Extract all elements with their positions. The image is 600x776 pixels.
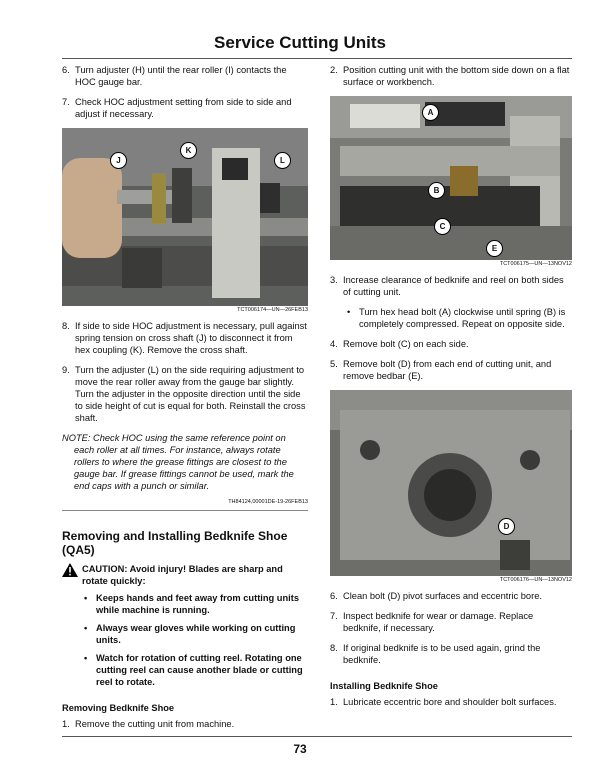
step-item — [330, 590, 572, 602]
caution-bullet-list — [62, 592, 308, 688]
step-number: 1. — [62, 719, 70, 729]
step-number: 8. — [62, 321, 70, 331]
step-number: 1. — [330, 697, 338, 707]
step-number: 5. — [330, 359, 338, 369]
header-rule — [62, 58, 572, 59]
step-text: Inspect bedknife for wear or damage. Replace bedknife, if necessary. — [343, 611, 534, 633]
step-text: Remove the cutting unit from machine. — [75, 719, 235, 729]
photo-caption: TCT006176—UN—13NOV12 — [499, 577, 572, 583]
footer-rule — [62, 736, 572, 737]
right-column — [330, 64, 572, 716]
left-column — [62, 64, 308, 738]
step-number: 9. — [62, 365, 70, 375]
page-title: Service Cutting Units — [214, 33, 386, 52]
cutting-unit-photo-drawing — [330, 96, 572, 260]
callout-j: J — [110, 152, 127, 169]
bullet-item — [347, 306, 572, 330]
step-item — [62, 96, 308, 120]
step-text: Turn adjuster (H) until the rear roller (I) contacts the HOC gauge bar. — [75, 65, 287, 87]
bedbar-photo-drawing — [330, 390, 572, 576]
step-item — [330, 642, 572, 666]
bullet-icon: • — [347, 307, 351, 317]
step-number: 2. — [330, 65, 338, 75]
caution-bullet — [84, 622, 308, 646]
bedbar-photo — [330, 390, 572, 576]
step-text: Check HOC adjustment setting from side to side and adjust if necessary. — [75, 97, 292, 119]
caution-block — [62, 563, 308, 587]
step-number: 3. — [330, 275, 338, 285]
step-list — [330, 590, 572, 666]
step-text: If side to side HOC adjustment is necessary, pull against spring tension on cross shaft (J) to disconnect it from hex coupling (K). Remove the cross shaft. — [75, 321, 307, 355]
subheading: Removing Bedknife Shoe — [62, 703, 175, 713]
caution-bullet — [84, 592, 308, 616]
reference-code: TH84124,00001DE-19-26FEB13 — [62, 496, 308, 511]
step-text: Turn the adjuster (L) on the side requiring adjustment to move the rear roller away from the gauge bar slightly. Turn the adjuster in the opposite direction until the side to side height of cut is equal for both. Reinstall the cross shaft. — [75, 365, 306, 423]
step-item — [330, 610, 572, 634]
step-number: 7. — [62, 97, 70, 107]
page-number: 73 — [293, 742, 307, 756]
step-text: Remove bolt (D) from each end of cutting unit, and remove bedbar (E). — [343, 359, 552, 381]
step-text: If original bedknife is to be used again, grind the bedknife. — [343, 643, 541, 665]
subheading: Installing Bedknife Shoe — [330, 681, 438, 691]
cutting-unit-photo — [330, 96, 572, 260]
step-item — [330, 358, 572, 382]
step-item — [330, 64, 572, 88]
step-number: 8. — [330, 643, 338, 653]
caution-bullet-text: Watch for rotation of cutting reel. Rotating one cutting reel can cause another blade or cutting reel to rotate. — [96, 653, 303, 687]
caution-bullet-text: Keeps hands and feet away from cutting units while machine is running. — [96, 593, 300, 615]
note — [62, 432, 308, 492]
step-number: 4. — [330, 339, 338, 349]
step-text: Remove bolt (C) on each side. — [343, 339, 469, 349]
bullet-icon: • — [84, 593, 88, 603]
step-list — [62, 320, 308, 424]
note-first-line: NOTE: Check HOC using the same reference point on — [62, 433, 286, 443]
callout-b: B — [428, 182, 445, 199]
callout-k: K — [180, 142, 197, 159]
step-list — [330, 338, 572, 382]
photo-caption: TCT006174—UN—26FEB13 — [237, 307, 308, 313]
photo-caption: TCT006175—UN—13NOV12 — [499, 261, 572, 267]
callout-e: E — [486, 240, 503, 257]
step-number: 6. — [62, 65, 70, 75]
bullet-text: Turn hex head bolt (A) clockwise until spring (B) is completely compressed. Repeat on opposite side. — [359, 307, 566, 329]
adjuster-photo — [62, 128, 308, 306]
step-number: 7. — [330, 611, 338, 621]
step-list — [330, 696, 572, 708]
step-item — [62, 718, 308, 730]
callout-c: C — [434, 218, 451, 235]
warning-icon — [62, 563, 82, 587]
callout-l: L — [274, 152, 291, 169]
step-item — [62, 320, 308, 356]
caution-bullet-text: Always wear gloves while working on cutting units. — [96, 623, 296, 645]
step-number: 6. — [330, 591, 338, 601]
step-text: Lubricate eccentric bore and shoulder bolt surfaces. — [343, 697, 557, 707]
step-item — [62, 64, 308, 88]
callout-d: D — [498, 518, 515, 535]
step-item — [330, 274, 572, 298]
note-body: each roller at all times. For instance, always rotate rollers to where the grease fittings are closest to the gauge bar. If grease fittings cannot be used, mark the end caps with a punch or similar. — [74, 445, 294, 491]
step-item — [330, 696, 572, 708]
step-item — [330, 338, 572, 350]
caution-bullet — [84, 652, 308, 688]
callout-a: A — [422, 104, 439, 121]
section-heading: Removing and Installing Bedknife Shoe (QA5) — [62, 529, 288, 557]
step-list — [330, 64, 572, 88]
caution-text: CAUTION: Avoid injury! Blades are sharp and rotate quickly: — [82, 564, 283, 586]
step-item — [62, 364, 308, 424]
bullet-icon: • — [84, 623, 88, 633]
step-list — [330, 274, 572, 298]
step-text: Position cutting unit with the bottom side down on a flat surface or workbench. — [343, 65, 570, 87]
step-list — [62, 718, 308, 730]
step-text: Clean bolt (D) pivot surfaces and eccentric bore. — [343, 591, 542, 601]
step-list — [62, 64, 308, 120]
step-text: Increase clearance of bedknife and reel on both sides of cutting unit. — [343, 275, 564, 297]
bullet-icon: • — [84, 653, 88, 663]
